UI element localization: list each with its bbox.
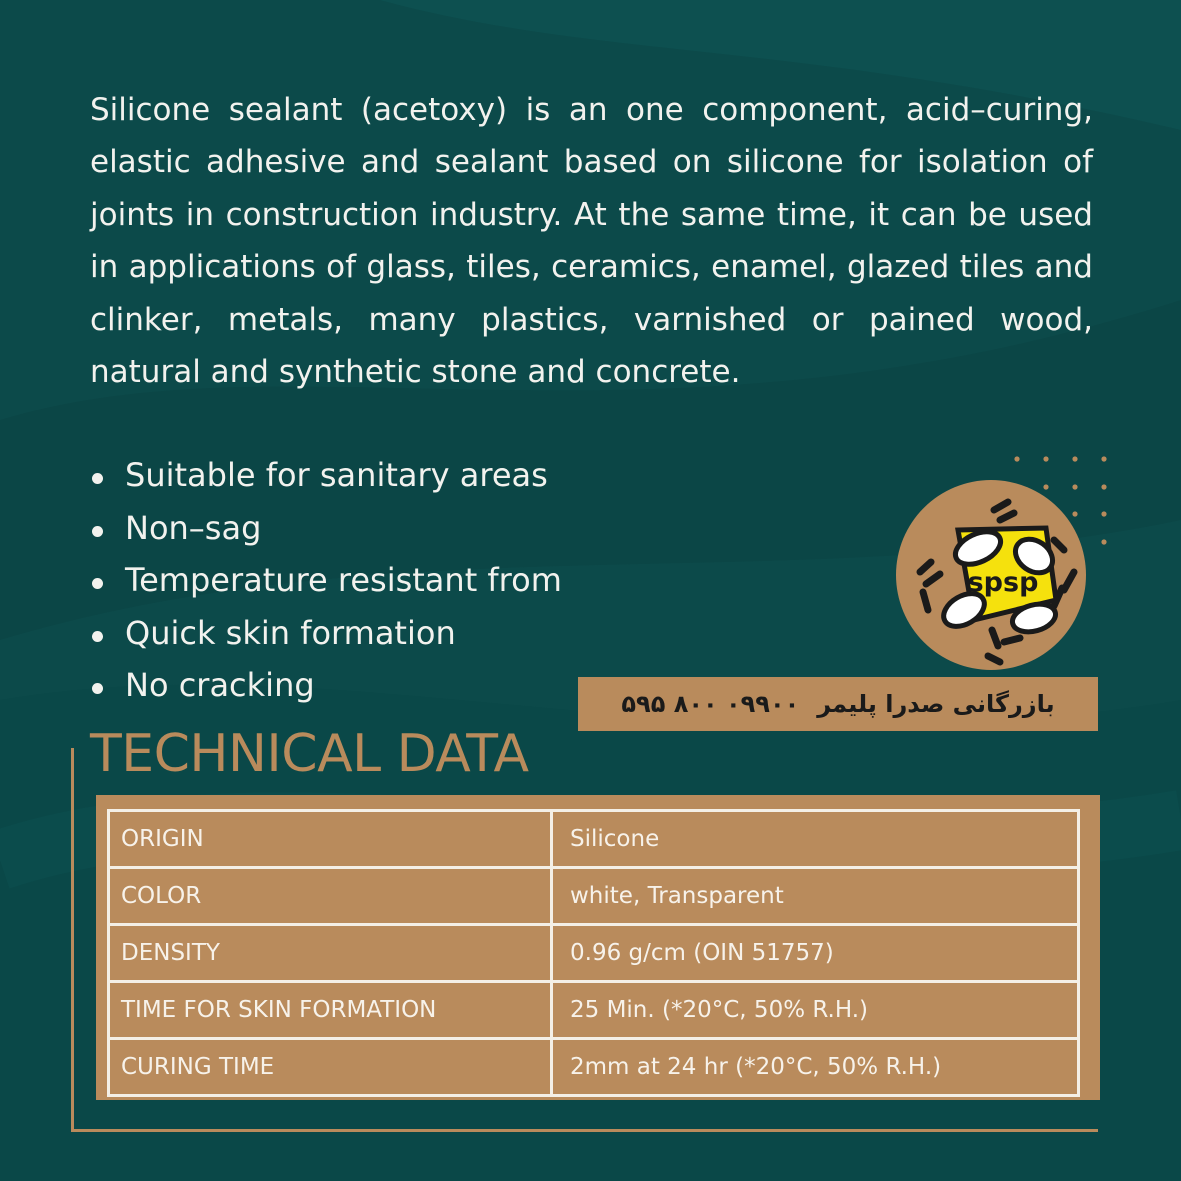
feature-label: Quick skin formation: [125, 613, 456, 652]
feature-label: No cracking: [125, 666, 315, 704]
list-item: [90, 502, 562, 555]
technical-data-title: TECHNICAL DATA: [90, 724, 529, 784]
table-row: [109, 925, 1079, 982]
spec-label: COLOR: [109, 868, 552, 925]
contact-banner: [578, 677, 1098, 731]
list-item: [90, 554, 562, 607]
technical-data-panel: [96, 795, 1100, 1100]
spec-value: 25 Min. (*20°C, 50% R.H.): [552, 982, 1079, 1039]
feature-label: Temperature resistant from: [125, 561, 562, 599]
spec-value: 0.96 g/cm (OIN 51757): [552, 925, 1079, 982]
spec-value: white, Transparent: [552, 868, 1079, 925]
spec-label: CURING TIME: [109, 1039, 552, 1096]
feature-list: [90, 449, 562, 712]
table-row: [109, 868, 1079, 925]
technical-data-table: [107, 809, 1080, 1097]
table-row: [109, 982, 1079, 1039]
bullet-icon: [92, 473, 103, 484]
frame-line-bottom: [71, 1129, 1098, 1132]
bullet-icon: [92, 526, 103, 537]
table-row: [109, 1039, 1079, 1096]
bullet-icon: [92, 631, 103, 642]
intro-paragraph: Silicone sealant (acetoxy) is an one component, acid–curing, elastic adhesive and sealant based on silicone for isolation of joints in construction industry. At the same time, it can be used in applications of glass, tiles, ceramics, enamel, glazed tiles and clinker, metals, many plastics, varnished or pained wood, natural and synthetic stone and concrete.: [90, 92, 1093, 391]
spec-label: TIME FOR SKIN FORMATION: [109, 982, 552, 1039]
spec-value: Silicone: [552, 811, 1079, 868]
spec-label: DENSITY: [109, 925, 552, 982]
logo-text: spsp: [967, 567, 1039, 598]
list-item: [90, 449, 562, 502]
list-item: [90, 607, 562, 660]
company-name: بازرگانی صدرا پلیمر: [817, 690, 1055, 718]
bullet-icon: [92, 578, 103, 589]
spec-value: 2mm at 24 hr (*20°C, 50% R.H.): [552, 1039, 1079, 1096]
feature-label: Suitable for sanitary areas: [125, 456, 548, 494]
spsp-logo-icon: [896, 480, 1086, 670]
list-item: [90, 659, 562, 712]
spec-label: ORIGIN: [109, 811, 552, 868]
table-row: [109, 811, 1079, 868]
bullet-icon: [92, 683, 103, 694]
frame-line-left: [71, 748, 74, 1132]
feature-label: Non–sag: [125, 508, 262, 547]
phone-number: ۵۹۵ ۸۰۰ ۰۹۹۰۰: [621, 690, 800, 718]
